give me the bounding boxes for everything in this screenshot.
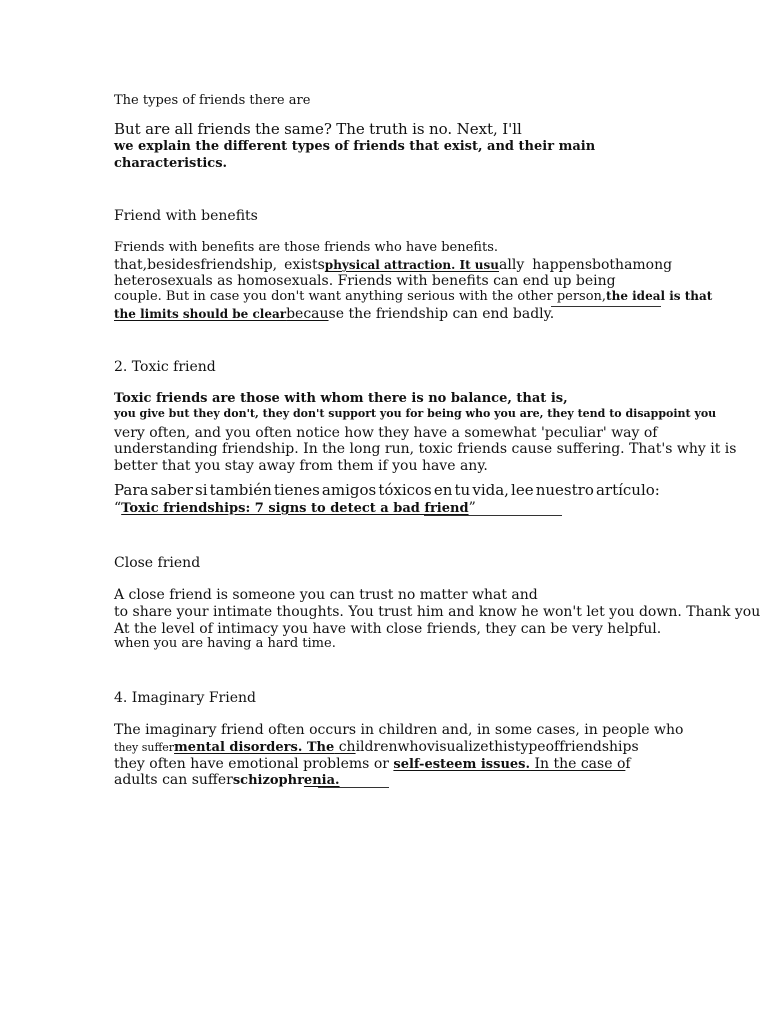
close-heading: Close friend <box>114 555 201 571</box>
intro-question-word: no. <box>428 120 453 138</box>
benefits-line-2 <box>114 257 673 273</box>
intro-question-word: same? <box>284 120 332 138</box>
imaginary-line-1: The imaginary friend often occurs in children and, in some cases, in people who <box>114 722 684 738</box>
intro-text-line-3: characteristics. <box>114 156 228 171</box>
ideal-limits-phrase: the ideal is that <box>606 289 713 303</box>
benefits-line-4 <box>114 290 712 305</box>
toxic-spanish-word: saber <box>150 481 193 499</box>
close-quote: ” <box>468 500 476 516</box>
imaginary-line-2-word: type <box>514 739 546 755</box>
imaginary-line-3-end: f <box>625 756 631 772</box>
imaginary-line-2-word: who <box>397 739 427 755</box>
benefits-line-2-ally: ally <box>499 257 525 273</box>
open-quote: “ <box>114 500 122 516</box>
toxic-spanish-line <box>114 482 660 499</box>
benefits-heading: Friend with benefits <box>114 208 258 224</box>
benefits-line-2-start <box>114 257 277 273</box>
imaginary-line-2-word: friendships <box>559 739 639 755</box>
benefits-line-2-exists: exists <box>284 257 325 273</box>
benefits-line-2-word: friendship, <box>200 257 278 273</box>
imaginary-line-2-word: this <box>488 739 515 755</box>
toxic-spanish-word: en <box>433 481 453 499</box>
intro-question-word: are <box>145 120 171 138</box>
toxic-line-5: better that you stay away from them if you have any. <box>114 458 488 474</box>
imaginary-line-3 <box>114 756 631 773</box>
toxic-spanish-word: vida, <box>472 481 509 499</box>
toxic-spanish-word: nuestro <box>535 481 594 499</box>
imaginary-line-2-end <box>356 739 639 755</box>
benefits-line-2-end <box>532 257 672 273</box>
imaginary-line-3-text: they often have emotional problems or <box>114 756 394 772</box>
underline-rule <box>551 306 661 307</box>
close-line-3: At the level of intimacy you have with close friends, they can be very helpful. <box>114 621 662 637</box>
benefits-line-2-word: among <box>624 257 673 273</box>
intro-question-word: truth <box>369 120 408 138</box>
imaginary-line-4-text: adults can suffer <box>114 772 233 788</box>
benefits-line-1: Friends with benefits are those friends who have benefits. <box>114 240 498 255</box>
imaginary-line-2-word: of <box>545 739 560 755</box>
toxic-line-3: very often, and you often notice how they have a somewhat 'peculiar' way of <box>114 425 658 441</box>
intro-question-word: all <box>174 120 194 138</box>
toxic-spanish-word: artículo: <box>595 481 660 499</box>
toxic-line-1: Toxic friends are those with whom there is no balance, that is, <box>114 391 568 406</box>
intro-heading: The types of friends there are <box>114 93 311 108</box>
self-esteem-phrase: self-esteem issues. <box>393 757 531 772</box>
benefits-line-5-text: se the friendship can end badly. <box>328 306 555 322</box>
toxic-spanish-word: Para <box>114 481 149 499</box>
close-line-4: when you are having a hard time. <box>114 636 336 651</box>
imaginary-line-2-word: visualize <box>426 739 489 755</box>
imaginary-line-2-ch: ch <box>334 739 356 755</box>
intro-question-word: The <box>336 120 365 138</box>
schizophrenia-word-end: enia. <box>303 773 340 788</box>
imaginary-line-2 <box>114 739 639 756</box>
intro-question-word: But <box>114 120 141 138</box>
toxic-article-line <box>114 500 476 517</box>
toxic-heading: 2. Toxic friend <box>114 359 216 375</box>
benefits-line-2-word: both <box>592 257 625 273</box>
schizophrenia-word-start: schizophr <box>232 773 304 788</box>
intro-question-word: I'll <box>502 120 522 138</box>
benefits-line-3: heterosexuals as homosexuals. Friends with benefits can end up being <box>114 273 616 289</box>
intro-question-word: friends <box>197 120 251 138</box>
limits-clear-phrase: the limits should be clear <box>114 307 287 321</box>
intro-text-line-2: we explain the different types of friends that exist, and their main <box>114 139 596 154</box>
imaginary-line-3-case: In the case o <box>530 756 626 772</box>
imaginary-heading: 4. Imaginary Friend <box>114 690 256 706</box>
intro-question-word: Next, <box>456 120 498 138</box>
toxic-spanish-word: tóxicos <box>378 481 432 499</box>
toxic-spanish-word: tienes <box>273 481 320 499</box>
benefits-line-5-becau: becau <box>286 306 329 322</box>
toxic-article-link[interactable]: Toxic friendships: 7 signs to detect a bad friend <box>121 501 469 516</box>
close-line-1: A close friend is someone you can trust no matter what and <box>114 587 538 603</box>
imaginary-line-4 <box>114 772 340 789</box>
intro-question-word: is <box>412 120 425 138</box>
toxic-line-2: you give but they don't, they don't support you for being who you are, they tend to disappoint you <box>114 407 717 420</box>
underline-rule <box>424 515 562 516</box>
mental-disorders-phrase: mental disorders. The <box>174 740 335 755</box>
close-line-2: to share your intimate thoughts. You trust him and know he won't let you down. Thank you <box>114 604 761 620</box>
physical-attraction-phrase: physical attraction. It usu <box>324 258 500 272</box>
imaginary-line-2-word: ildren <box>355 739 398 755</box>
underline-rule <box>318 787 389 788</box>
toxic-spanish-word: también <box>209 481 272 499</box>
toxic-spanish-word: amigos <box>321 481 377 499</box>
toxic-line-4: understanding friendship. In the long run, toxic friends cause suffering. That's why it is <box>114 441 737 457</box>
toxic-spanish-word: tu <box>454 481 471 499</box>
toxic-spanish-word: lee <box>511 481 534 499</box>
toxic-spanish-word: si <box>195 481 208 499</box>
intro-question-word: the <box>255 120 280 138</box>
benefits-line-4-text: couple. But in case you don't want anything serious with the other person, <box>114 289 607 304</box>
benefits-line-2-word: happens <box>532 257 593 273</box>
imaginary-line-2-start: they suffer <box>114 741 175 754</box>
intro-question-line <box>114 121 522 138</box>
benefits-line-5 <box>114 306 554 322</box>
benefits-line-2-word: besides <box>147 257 201 273</box>
benefits-line-2-word: that, <box>114 257 148 273</box>
